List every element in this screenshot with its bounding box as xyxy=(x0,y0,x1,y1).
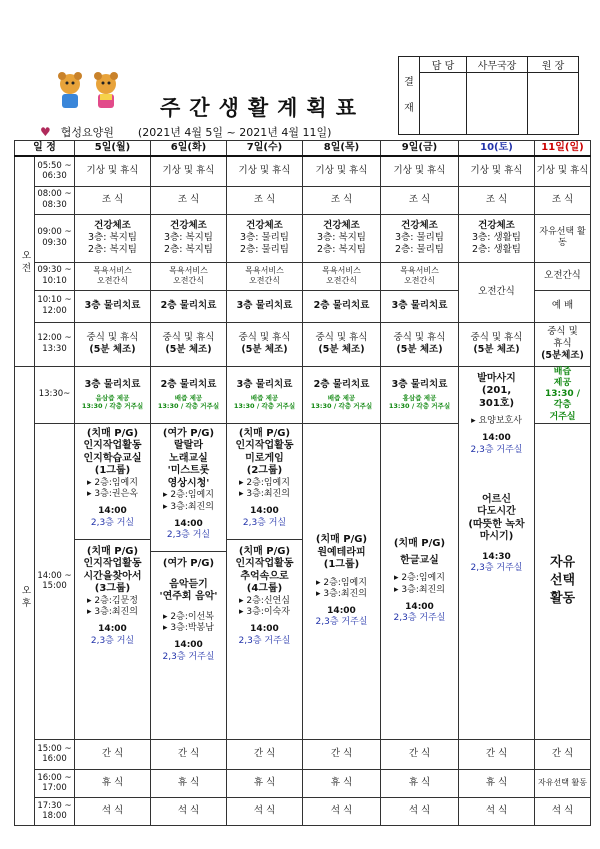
physio-label: 2층 물리치료 xyxy=(313,378,370,390)
lunch-label: 휴식 xyxy=(553,338,572,350)
program-staff: ▸ 2층:신연심 xyxy=(239,595,290,606)
heart-icon: ♥ xyxy=(40,125,51,139)
program-category: (여가 P/G) xyxy=(162,558,215,570)
program-title: 인지학습교실 xyxy=(83,452,142,464)
drink-place: 거주실 xyxy=(549,411,576,422)
lunch-label: 중식 및 휴식 xyxy=(162,332,215,344)
header-day-mon: 5일(월) xyxy=(75,141,151,157)
header-day-thu: 8일(목) xyxy=(303,141,381,157)
physio-label: 3층 물리치료 xyxy=(391,378,448,390)
program-category: (치매 P/G) xyxy=(238,427,291,439)
program-staff: ▸ 2층:임예지 xyxy=(87,477,138,488)
bath-label: 목욕서비스 xyxy=(322,266,361,275)
program-staff: ▸ 3층:박봉남 xyxy=(163,623,214,633)
program-place: 2,3층 거주실 xyxy=(470,563,523,573)
exercise-team: 2층: 복지팀 xyxy=(164,243,213,255)
program-title: (201, xyxy=(481,385,512,396)
program-title: 301호) xyxy=(478,397,515,409)
page-title: 주간생활계획표 xyxy=(160,96,366,120)
program-title: 마시기) xyxy=(479,531,514,543)
exercise-team: 2층: 물리팀 xyxy=(240,243,289,255)
time-wake: 05:50 ~ 06:30 xyxy=(35,156,75,186)
snack-label: 오전간식 xyxy=(404,276,435,285)
drink-time: 13:30 / 각층 거주실 xyxy=(310,401,373,410)
program-staff: ▸ 2층:임예지 xyxy=(163,490,214,501)
cell-exercise-fri xyxy=(381,214,459,262)
program-time: 14:00 xyxy=(250,624,279,635)
program-title: 랄랄라 xyxy=(174,440,203,452)
program-place: 2,3층 거실 xyxy=(151,530,226,552)
cell-lunch xyxy=(75,322,151,366)
cell-snack: 간 식 xyxy=(535,739,591,769)
drink-label: 제공 xyxy=(553,377,572,388)
cell-worship: 예 배 xyxy=(535,290,591,322)
program-time: 14:30 xyxy=(482,551,511,562)
program-staff: ▸ 2층:임예지 xyxy=(316,577,367,588)
approval-sign-2 xyxy=(467,73,528,135)
program-title: 영상시청' xyxy=(167,477,210,489)
period: (2021년 4월 5일 ~ 2021년 4월 11일) xyxy=(137,126,332,139)
program-place: 2,3층 거주실 xyxy=(393,613,446,623)
cell-dinner: 석 식 xyxy=(459,797,535,825)
bath-label: 목욕서비스 xyxy=(400,266,439,275)
exercise-team: 2층: 복지팀 xyxy=(317,243,366,255)
drink-label: 배즙 제공 xyxy=(174,393,203,402)
cell-rest: 휴 식 xyxy=(459,769,535,797)
exercise-label: 건강체조 xyxy=(246,220,283,232)
cell-physio-pm xyxy=(75,366,151,423)
cell-lunch-sun xyxy=(535,322,591,366)
cell-breakfast: 조 식 xyxy=(381,186,459,214)
program-title: 선택 xyxy=(549,573,576,589)
program-place: 2,3층 거주실 xyxy=(315,617,368,628)
exercise-team: 2층: 복지팀 xyxy=(88,243,137,255)
time-1400: 14:00 ~ 15:00 xyxy=(35,423,75,739)
program-time: 14:00 xyxy=(98,506,127,517)
cell-sun-free: 자유선택 활동 xyxy=(535,214,591,262)
cell-program-thu xyxy=(303,423,381,739)
facility-line xyxy=(40,124,331,140)
lunch-label: 중식 및 휴식 xyxy=(315,332,368,344)
program-place: 2,3층 거주실 xyxy=(162,651,215,662)
drink-label: 홍삼즙 제공 xyxy=(402,393,437,402)
cell-wake: 기상 및 휴식 xyxy=(303,156,381,186)
cell-breakfast: 조 식 xyxy=(535,186,591,214)
time-breakfast: 08:00 ~ 08:30 xyxy=(35,186,75,214)
drink-time: 13:30 / xyxy=(544,389,581,399)
cell-snack: 간 식 xyxy=(459,739,535,769)
program-title: '미스트롯 xyxy=(167,465,210,477)
cell-dinner: 석 식 xyxy=(303,797,381,825)
cell-snack-sat: 오전간식 xyxy=(459,262,535,322)
exercise-team: 2층: 물리팀 xyxy=(395,243,444,255)
cell-physio-pm xyxy=(227,366,303,423)
program-category: (치매 P/G) xyxy=(238,545,291,557)
cell-lunch xyxy=(303,322,381,366)
cell-dinner: 석 식 xyxy=(535,797,591,825)
program-title: 다도시간 xyxy=(477,506,516,518)
cell-program-wed xyxy=(227,423,303,739)
program-staff: ▸ 3층:최진의 xyxy=(394,584,445,595)
cell-exercise-sat xyxy=(459,214,535,262)
cell-physio: 2층 물리치료 xyxy=(303,290,381,322)
cell-exercise-thu xyxy=(303,214,381,262)
cell-snack: 간 식 xyxy=(75,739,151,769)
exercise-team: 2층: 생활팀 xyxy=(472,243,521,255)
program-group: (3그룹) xyxy=(94,583,131,595)
cell-program-mon xyxy=(75,423,151,739)
cell-physio-pm xyxy=(303,366,381,423)
drink-label: 음삼즙 제공 xyxy=(95,393,130,402)
cell-exercise-wed xyxy=(227,214,303,262)
bath-label: 목욕서비스 xyxy=(245,266,284,275)
program-group: (4그룹) xyxy=(246,583,283,595)
program-title: 어르신 xyxy=(482,493,511,505)
cell-dinner: 석 식 xyxy=(381,797,459,825)
physio-label: 3층 물리치료 xyxy=(84,378,141,390)
time-dinner: 17:30 ~ 18:00 xyxy=(35,797,75,825)
program-place: 2,3층 거실 xyxy=(90,635,135,646)
section-am: 오 전 xyxy=(15,156,35,366)
cell-wake: 기상 및 휴식 xyxy=(459,156,535,186)
physio-label: 2층 물리치료 xyxy=(160,378,217,390)
cell-drink-sun xyxy=(535,366,591,423)
program-title: 원예테라피 xyxy=(317,546,366,558)
header-day-wed: 7일(수) xyxy=(227,141,303,157)
program-staff: ▸ 2층:이선복 xyxy=(163,611,214,622)
program-title: 한글교실 xyxy=(400,554,439,566)
program-staff: ▸ 2층:임예지 xyxy=(239,477,290,488)
lunch-exercise: (5분체조) xyxy=(541,349,584,361)
program-category: (치매 P/G) xyxy=(315,534,368,545)
program-place: 2,3층 거주실 xyxy=(238,635,291,646)
snack-label: 오전간식 xyxy=(97,276,128,285)
program-category: (치매 P/G) xyxy=(86,545,139,557)
drink-place: 각층 xyxy=(553,400,572,411)
cell-exercise-tue xyxy=(151,214,227,262)
time-exercise: 09:00 ~ 09:30 xyxy=(35,214,75,262)
cell-lunch xyxy=(227,322,303,366)
drink-label: 배즙 제공 xyxy=(250,393,279,402)
cell-dinner: 석 식 xyxy=(75,797,151,825)
drink-time: 13:30 / 각층 거주실 xyxy=(388,401,451,410)
time-1330: 13:30~ xyxy=(35,366,75,423)
cell-rest: 휴 식 xyxy=(151,769,227,797)
cell-exercise-mon xyxy=(75,214,151,262)
program-category: (치매 P/G) xyxy=(393,538,446,550)
time-physio: 10:10 ~ 12:00 xyxy=(35,290,75,322)
lunch-label: 중식 및 휴식 xyxy=(393,332,446,344)
cell-bath xyxy=(303,262,381,290)
cell-snack: 간 식 xyxy=(227,739,303,769)
program-staff: ▸ 3층:최진의 xyxy=(163,501,214,512)
program-staff: ▸ 3층:권은옥 xyxy=(87,489,138,499)
approval-table xyxy=(398,56,579,135)
program-time: 14:00 xyxy=(174,518,203,529)
exercise-label: 건강체조 xyxy=(170,220,207,232)
program-category: (치매 P/G) xyxy=(86,427,139,439)
time-bath: 09:30 ~ 10:10 xyxy=(35,262,75,290)
program-time: 14:00 xyxy=(250,506,279,517)
cell-wake: 기상 및 휴식 xyxy=(75,156,151,186)
cell-wake: 기상 및 휴식 xyxy=(151,156,227,186)
lunch-exercise: (5분 체조) xyxy=(89,344,136,355)
program-title: 자유 xyxy=(549,554,576,570)
drink-time: 13:30 / 각층 거주실 xyxy=(157,401,220,410)
cell-bath xyxy=(75,262,151,290)
approval-col-3: 원 장 xyxy=(528,57,579,73)
program-title: '연주회 음악' xyxy=(159,591,218,603)
program-time: 14:00 xyxy=(174,640,203,651)
program-title: (따뜻한 녹차 xyxy=(468,518,525,530)
drink-label: 배즙 제공 xyxy=(327,393,356,402)
snack-label: 오전간식 xyxy=(173,276,204,285)
header-day-fri: 9일(금) xyxy=(381,141,459,157)
program-group: (2그룹) xyxy=(246,465,283,477)
cell-program-sun xyxy=(535,423,591,739)
cell-breakfast: 조 식 xyxy=(75,186,151,214)
program-title: 인지작업활동 xyxy=(235,558,294,570)
lunch-exercise: (5분 체조) xyxy=(165,344,212,355)
cell-breakfast: 조 식 xyxy=(303,186,381,214)
cell-program-tue xyxy=(151,423,227,739)
program-staff: ▸ 요양보호사 xyxy=(471,416,522,426)
approval-sign-1 xyxy=(420,73,467,135)
cell-physio: 3층 물리치료 xyxy=(381,290,459,322)
cell-wake: 기상 및 휴식 xyxy=(227,156,303,186)
exercise-label: 건강체조 xyxy=(401,220,438,232)
program-title: 미로게임 xyxy=(245,452,284,464)
program-staff: ▸ 2층:김문정 xyxy=(87,595,138,606)
exercise-team: 3층: 물리팀 xyxy=(240,232,289,244)
cell-lunch xyxy=(381,322,459,366)
drink-time: 13:30 / 각층 거주실 xyxy=(233,401,296,410)
program-title: 활동 xyxy=(549,591,576,607)
cell-dinner: 석 식 xyxy=(227,797,303,825)
cell-breakfast: 조 식 xyxy=(151,186,227,214)
cell-physio-pm xyxy=(381,366,459,423)
program-place: 2,3층 거실 xyxy=(75,518,150,540)
snack-label: 오전간식 xyxy=(249,276,280,285)
cell-wake: 기상 및 휴식 xyxy=(381,156,459,186)
bath-label: 목욕서비스 xyxy=(93,266,132,275)
header-schedule: 일 정 xyxy=(15,141,75,157)
cell-snack: 간 식 xyxy=(381,739,459,769)
cell-snack-sun: 오전간식 xyxy=(535,262,591,290)
exercise-label: 건강체조 xyxy=(323,220,360,232)
program-staff: ▸ 3층:최진의 xyxy=(87,607,138,617)
program-title: 발마사지 xyxy=(477,372,516,384)
exercise-team: 3층: 물리팀 xyxy=(395,232,444,244)
mascot-logo xyxy=(52,70,126,114)
cell-rest: 휴 식 xyxy=(75,769,151,797)
program-time: 14:00 xyxy=(405,601,434,612)
exercise-team: 3층: 생활팀 xyxy=(472,232,521,244)
cell-physio: 2층 물리치료 xyxy=(151,290,227,322)
program-title: 추억속으로 xyxy=(240,570,289,582)
cell-rest: 휴 식 xyxy=(227,769,303,797)
program-group: (1그룹) xyxy=(94,465,131,477)
program-staff: ▸ 3층:최진의 xyxy=(316,588,367,599)
lunch-label: 중식 및 휴식 xyxy=(238,332,291,344)
approval-col-2: 사무국장 xyxy=(467,57,528,73)
snack-label: 오전간식 xyxy=(326,276,357,285)
header-day-sat: 10(토) xyxy=(459,141,535,157)
header-day-tue: 6일(화) xyxy=(151,141,227,157)
drink-time: 13:30 / 각층 거주실 xyxy=(81,401,144,410)
lunch-label: 중식 및 휴식 xyxy=(470,332,523,344)
time-snack: 15:00 ~ 16:00 xyxy=(35,739,75,769)
program-title: 인지작업활동 xyxy=(235,440,294,452)
program-title: 인지작업활동 xyxy=(83,558,142,570)
cell-dinner: 석 식 xyxy=(151,797,227,825)
exercise-label: 건강체조 xyxy=(94,220,131,232)
time-rest: 16:00 ~ 17:00 xyxy=(35,769,75,797)
lunch-exercise: (5분 체조) xyxy=(318,344,365,355)
time-lunch: 12:00 ~ 13:30 xyxy=(35,322,75,366)
lunch-label: 중식 및 xyxy=(547,326,578,338)
program-place: 2,3층 거실 xyxy=(227,518,302,540)
lunch-exercise: (5분 체조) xyxy=(241,344,288,355)
section-pm: 오 후 xyxy=(15,366,35,825)
approval-col-1: 담 당 xyxy=(420,57,467,73)
exercise-team: 3층: 복지팀 xyxy=(88,232,137,244)
lunch-exercise: (5분 체조) xyxy=(473,344,520,355)
program-staff: ▸ 2층:임예지 xyxy=(394,573,445,584)
program-time: 14:00 xyxy=(327,606,356,616)
cell-snack: 간 식 xyxy=(151,739,227,769)
cell-rest: 휴 식 xyxy=(303,769,381,797)
cell-wake: 기상 및 휴식 xyxy=(535,156,591,186)
cell-bath xyxy=(227,262,303,290)
physio-label: 3층 물리치료 xyxy=(236,378,293,390)
program-title: 인지작업활동 xyxy=(83,440,142,452)
cell-physio-pm xyxy=(151,366,227,423)
approval-side: 결 재 xyxy=(399,57,420,135)
schedule-table xyxy=(14,140,591,826)
lunch-label: 중식 및 휴식 xyxy=(86,332,139,344)
program-group: (1그룹) xyxy=(323,559,360,570)
cell-lunch xyxy=(151,322,227,366)
cell-sun-free2: 자유선택 활동 xyxy=(535,769,591,797)
cell-physio: 3층 물리치료 xyxy=(75,290,151,322)
exercise-team: 3층: 복지팀 xyxy=(164,232,213,244)
exercise-label: 건강체조 xyxy=(478,220,515,232)
cell-snack: 간 식 xyxy=(303,739,381,769)
program-time: 14:00 xyxy=(98,624,127,635)
program-time: 14:00 xyxy=(482,433,511,444)
cell-breakfast: 조 식 xyxy=(227,186,303,214)
cell-bath xyxy=(151,262,227,290)
lunch-exercise: (5분 체조) xyxy=(396,344,443,355)
cell-program-fri xyxy=(381,423,459,739)
program-title: 노래교실 xyxy=(169,452,208,464)
program-staff: ▸ 3층:이숙자 xyxy=(239,607,290,617)
program-staff: ▸ 3층:최진의 xyxy=(239,489,290,499)
program-title: 음악듣기 xyxy=(169,578,208,590)
drink-label: 배즙 xyxy=(553,366,572,377)
cell-rest: 휴 식 xyxy=(381,769,459,797)
cell-bath xyxy=(381,262,459,290)
facility-name: 협성요양원 xyxy=(60,126,114,139)
program-place: 2,3층 거주실 xyxy=(470,444,523,455)
bath-label: 목욕서비스 xyxy=(169,266,208,275)
program-category: (여가 P/G) xyxy=(162,427,215,439)
program-title: 시간을찾아서 xyxy=(83,570,142,582)
approval-sign-3 xyxy=(528,73,579,135)
header-day-sun: 11일(일) xyxy=(535,141,591,157)
cell-program-sat xyxy=(459,366,535,739)
exercise-team: 3층: 복지팀 xyxy=(317,232,366,244)
cell-breakfast: 조 식 xyxy=(459,186,535,214)
cell-physio: 3층 물리치료 xyxy=(227,290,303,322)
cell-lunch xyxy=(459,322,535,366)
